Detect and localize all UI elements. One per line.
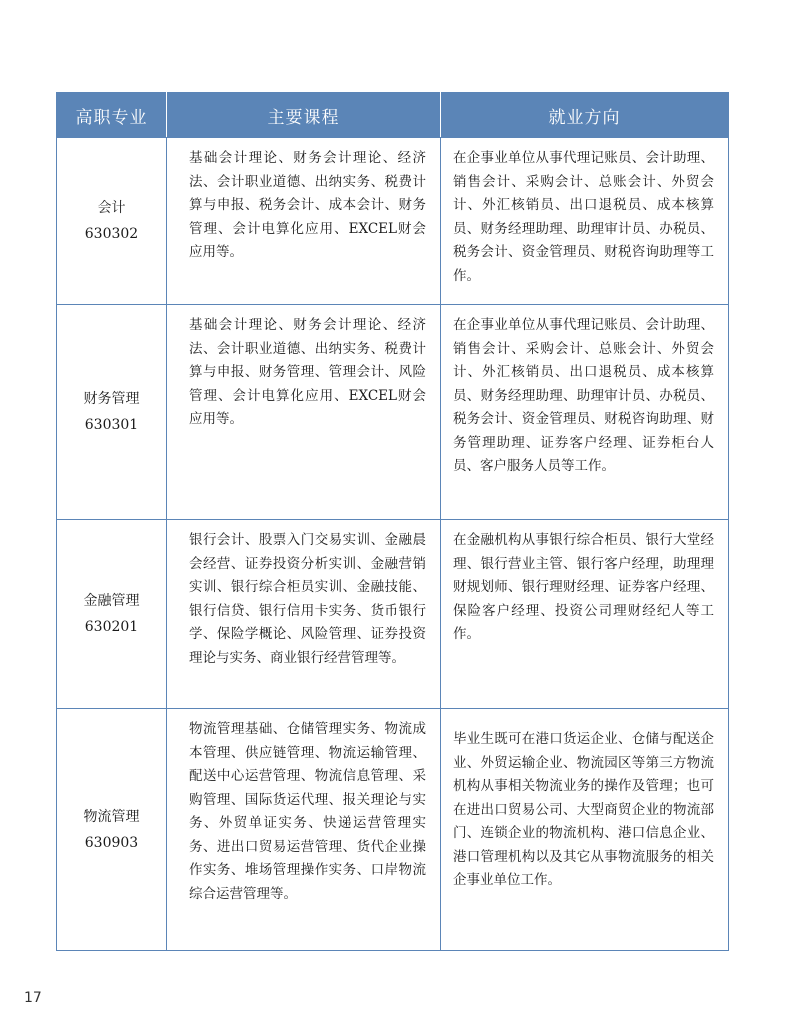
courses-cell: 银行会计、股票入门交易实训、金融晨会经营、证券投资分析实训、金融营销实训、银行综合柜员实训、金融技能、银行信贷、银行信用卡实务、货币银行学、保险学概论、风险管理、证券投资理论与实务、商业银行经营管理等。 <box>167 520 441 709</box>
major-code: 630301 <box>84 417 139 433</box>
major-name: 财务管理 <box>83 391 140 407</box>
major-cell <box>57 138 167 305</box>
careers-cell: 毕业生既可在港口货运企业、仓储与配送企业、外贸运输企业、物流园区等第三方物流机构从事相关物流业务的操作及管理；也可在进出口贸易公司、大型商贸企业的物流部门、连锁企业的物流机构、港口信息企业、港口管理机构以及其它从事物流服务的相关企事业单位工作。 <box>441 709 729 951</box>
courses-cell: 基础会计理论、财务会计理论、经济法、会计职业道德、出纳实务、税费计算与申报、税务会计、成本会计、财务管理、会计电算化应用、EXCEL财会应用等。 <box>167 138 441 305</box>
courses-cell: 物流管理基础、仓储管理实务、物流成本管理、供应链管理、物流运输管理、配送中心运营管理、物流信息管理、采购管理、国际货运代理、报关理论与实务、外贸单证实务、快递运营管理实务、进出口贸易运营管理、货代企业操作实务、堆场管理操作实务、口岸物流综合运营管理等。 <box>167 709 441 951</box>
majors-table <box>56 92 729 951</box>
major-name: 金融管理 <box>83 593 140 609</box>
careers-cell: 在企事业单位从事代理记账员、会计助理、销售会计、采购会计、总账会计、外贸会计、外汇核销员、出口退税员、成本核算员、财务经理助理、助理审计员、办税员、税务会计、资金管理员、财税咨询助理等工作。 <box>441 138 729 305</box>
table-row <box>57 520 729 709</box>
courses-cell: 基础会计理论、财务会计理论、经济法、会计职业道德、出纳实务、税费计算与申报、财务管理、管理会计、风险管理、会计电算化应用、EXCEL财会应用等。 <box>167 305 441 520</box>
table-row <box>57 305 729 520</box>
page-number: 17 <box>24 990 42 1006</box>
table-row <box>57 709 729 951</box>
major-code: 630903 <box>84 834 139 851</box>
careers-cell: 在金融机构从事银行综合柜员、银行大堂经理、银行营业主管、银行客户经理，助理理财规划师、银行理财经理、证券客户经理、保险客户经理、投资公司理财经纪人等工作。 <box>441 520 729 709</box>
major-cell <box>57 305 167 520</box>
header-courses: 主要课程 <box>167 93 441 138</box>
major-name: 会计 <box>97 200 126 216</box>
major-code: 630302 <box>84 226 139 242</box>
header-careers: 就业方向 <box>441 93 729 138</box>
major-code: 630201 <box>84 619 139 635</box>
table-header-row <box>57 93 729 138</box>
header-major: 高职专业 <box>57 93 167 138</box>
major-cell <box>57 520 167 709</box>
table-row <box>57 138 729 305</box>
major-cell <box>57 709 167 951</box>
major-name: 物流管理 <box>83 808 140 825</box>
careers-cell: 在企事业单位从事代理记账员、会计助理、销售会计、采购会计、总账会计、外贸会计、外汇核销员、出口退税员、成本核算员、财务经理助理、助理审计员、办税员、税务会计、资金管理员、财税咨询助理、财务管理助理、证券客户经理、证券柜台人员、客户服务人员等工作。 <box>441 305 729 520</box>
